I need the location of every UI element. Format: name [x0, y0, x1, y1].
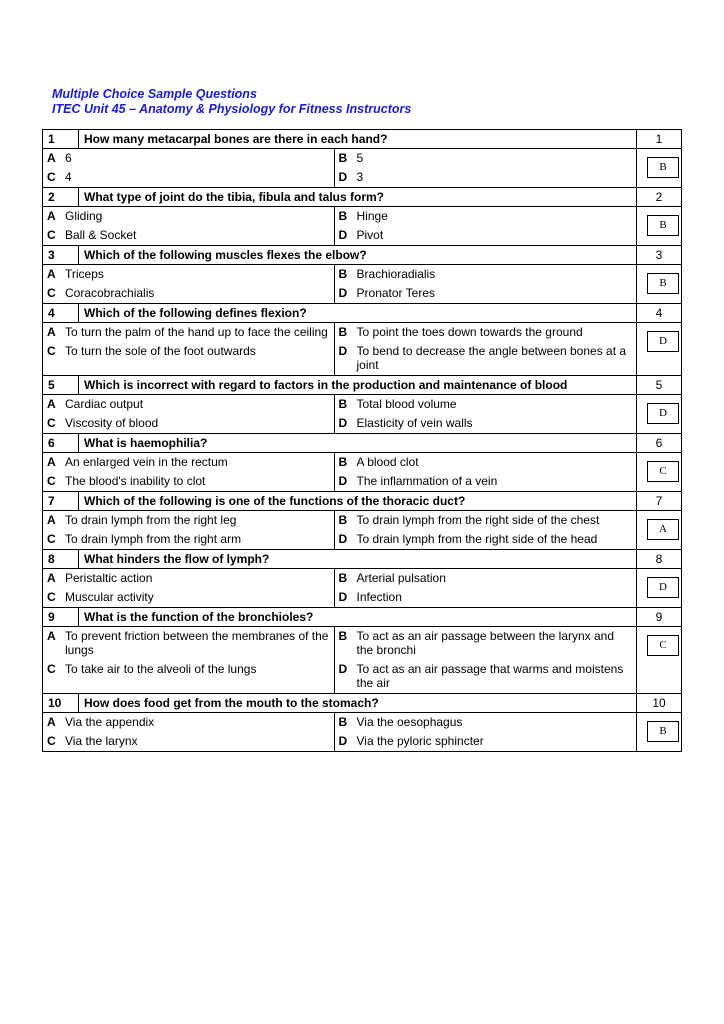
answer-cell — [637, 627, 681, 693]
question-block — [42, 693, 682, 752]
question-number: 9 — [43, 608, 79, 626]
answer-cell — [637, 149, 681, 187]
option-text: To drain lymph from the right side of the head — [356, 532, 598, 546]
option-a — [43, 453, 335, 472]
option-letter: D — [338, 662, 348, 676]
option-letter: D — [338, 734, 348, 748]
option-letter: D — [338, 416, 348, 430]
option-d — [335, 284, 636, 303]
question-number-right: 8 — [655, 552, 663, 566]
question-header — [43, 492, 681, 510]
question-block — [42, 549, 682, 607]
option-letter: B — [338, 209, 348, 223]
question-options — [43, 568, 681, 607]
question-block — [42, 433, 682, 491]
option-a — [43, 149, 335, 168]
question-options — [43, 322, 681, 375]
answer-cell — [637, 323, 681, 375]
option-d — [335, 472, 636, 491]
answer-cell — [637, 713, 681, 751]
option-letter: A — [47, 513, 56, 527]
option-a — [43, 207, 335, 226]
option-text: Coracobrachialis — [65, 286, 155, 300]
option-d — [335, 168, 636, 187]
question-text: What is the function of the bronchioles? — [79, 608, 637, 626]
option-b — [335, 713, 636, 732]
question-number-right: 5 — [655, 378, 663, 392]
question-table — [42, 129, 682, 752]
question-number: 1 — [43, 130, 79, 148]
option-letter: D — [338, 344, 348, 358]
option-b — [335, 149, 636, 168]
option-c — [43, 226, 335, 245]
option-text: To act as an air passage between the larynx and the bronchi — [356, 629, 615, 657]
option-letter: B — [338, 629, 348, 643]
question-text: What type of joint do the tibia, fibula and talus form? — [79, 188, 637, 206]
option-letter: D — [338, 228, 348, 242]
option-d — [335, 414, 636, 433]
option-b — [335, 395, 636, 414]
option-letter: A — [47, 151, 56, 165]
option-letter: A — [47, 715, 56, 729]
answer-box[interactable]: B — [647, 215, 679, 236]
option-b — [335, 569, 636, 588]
option-text: Muscular activity — [65, 590, 154, 604]
option-b — [335, 453, 636, 472]
question-header — [43, 130, 681, 148]
option-text: Viscosity of blood — [65, 416, 159, 430]
option-d — [335, 588, 636, 607]
question-options — [43, 394, 681, 433]
option-d — [335, 660, 636, 693]
question-number-right: 1 — [655, 132, 663, 146]
question-number-right: 9 — [655, 610, 663, 624]
option-letter: C — [47, 662, 56, 676]
answer-cell — [637, 395, 681, 433]
option-d — [335, 530, 636, 549]
option-letter: C — [47, 228, 56, 242]
question-text: How does food get from the mouth to the stomach? — [79, 694, 637, 712]
option-text: Ball & Socket — [65, 228, 137, 242]
option-text: Via the pyloric sphincter — [356, 734, 484, 748]
option-text: To take air to the alveoli of the lungs — [65, 662, 257, 676]
question-text: Which of the following muscles flexes the elbow? — [79, 246, 637, 264]
question-block — [42, 187, 682, 245]
option-letter: B — [338, 325, 348, 339]
option-text: The inflammation of a vein — [356, 474, 498, 488]
option-c — [43, 660, 335, 693]
option-letter: D — [338, 170, 348, 184]
option-text: To drain lymph from the right side of the chest — [356, 513, 600, 527]
question-header — [43, 434, 681, 452]
option-c — [43, 472, 335, 491]
option-a — [43, 627, 335, 660]
option-text: Via the oesophagus — [356, 715, 463, 729]
question-header — [43, 246, 681, 264]
option-text: To bend to decrease the angle between bones at a joint — [356, 344, 627, 372]
question-number-right: 10 — [652, 696, 666, 710]
question-number-right: 6 — [655, 436, 663, 450]
option-a — [43, 323, 335, 342]
answer-cell — [637, 453, 681, 491]
option-letter: A — [47, 629, 56, 643]
option-text: 5 — [356, 151, 364, 165]
option-letter: B — [338, 455, 348, 469]
option-text: Total blood volume — [356, 397, 457, 411]
option-text: 6 — [65, 151, 72, 165]
question-number-right: 7 — [655, 494, 663, 508]
option-text: Elasticity of vein walls — [356, 416, 473, 430]
option-d — [335, 342, 636, 375]
option-b — [335, 323, 636, 342]
question-number-right: 2 — [655, 190, 663, 204]
option-text: Cardiac output — [65, 397, 144, 411]
option-letter: C — [47, 590, 56, 604]
option-text: 4 — [65, 170, 72, 184]
document-heading — [52, 87, 411, 117]
question-number: 7 — [43, 492, 79, 510]
question-block — [42, 245, 682, 303]
option-text: Infection — [356, 590, 402, 604]
option-text: An enlarged vein in the rectum — [65, 455, 228, 469]
answer-cell — [637, 207, 681, 245]
option-text: A blood clot — [356, 455, 419, 469]
answer-box[interactable]: D — [647, 577, 679, 598]
question-text: Which of the following defines flexion? — [79, 304, 637, 322]
question-options — [43, 264, 681, 303]
option-text: 3 — [356, 170, 364, 184]
option-text: Pronator Teres — [356, 286, 436, 300]
question-number-right: 3 — [655, 248, 663, 262]
question-block — [42, 303, 682, 375]
option-letter: B — [338, 715, 348, 729]
question-text: Which is incorrect with regard to factors in the production and maintenance of blood — [79, 376, 637, 394]
option-text: Via the larynx — [65, 734, 138, 748]
option-text: To prevent friction between the membranes of the lungs — [65, 629, 329, 657]
option-letter: C — [47, 416, 56, 430]
question-options — [43, 712, 681, 751]
question-block — [42, 607, 682, 693]
option-text: Pivot — [356, 228, 384, 242]
option-a — [43, 713, 335, 732]
question-number-right: 4 — [655, 306, 663, 320]
option-a — [43, 395, 335, 414]
question-text: How many metacarpal bones are there in each hand? — [79, 130, 637, 148]
question-number: 8 — [43, 550, 79, 568]
option-text: Arterial pulsation — [356, 571, 446, 585]
option-letter: B — [338, 513, 348, 527]
answer-box[interactable]: B — [647, 721, 679, 742]
option-c — [43, 588, 335, 607]
option-letter: C — [47, 286, 56, 300]
option-b — [335, 265, 636, 284]
option-b — [335, 207, 636, 226]
option-letter: B — [338, 151, 348, 165]
question-block — [42, 129, 682, 187]
option-c — [43, 284, 335, 303]
question-header — [43, 376, 681, 394]
answer-cell — [637, 511, 681, 549]
answer-cell — [637, 569, 681, 607]
option-letter: C — [47, 474, 56, 488]
option-letter: A — [47, 325, 56, 339]
question-options — [43, 510, 681, 549]
option-d — [335, 732, 636, 751]
option-text: To drain lymph from the right leg — [65, 513, 237, 527]
question-block — [42, 375, 682, 433]
option-letter: B — [338, 571, 348, 585]
option-letter: D — [338, 286, 348, 300]
option-letter: D — [338, 590, 348, 604]
question-header — [43, 304, 681, 322]
option-letter: C — [47, 532, 56, 546]
option-text: To turn the sole of the foot outwards — [65, 344, 256, 358]
answer-box[interactable]: D — [647, 331, 679, 352]
question-header — [43, 550, 681, 568]
option-letter: A — [47, 267, 56, 281]
answer-box[interactable]: B — [647, 273, 679, 294]
question-options — [43, 452, 681, 491]
question-number: 2 — [43, 188, 79, 206]
option-text: Brachioradialis — [356, 267, 436, 281]
question-number: 5 — [43, 376, 79, 394]
answer-cell — [637, 265, 681, 303]
option-a — [43, 511, 335, 530]
option-a — [43, 569, 335, 588]
option-text: Triceps — [65, 267, 104, 281]
option-letter: A — [47, 209, 56, 223]
option-a — [43, 265, 335, 284]
answer-box[interactable]: B — [647, 157, 679, 178]
answer-box[interactable]: C — [647, 461, 679, 482]
option-b — [335, 627, 636, 660]
question-options — [43, 206, 681, 245]
question-text: Which of the following is one of the functions of the thoracic duct? — [79, 492, 637, 510]
question-text: What is haemophilia? — [79, 434, 637, 452]
answer-box[interactable]: A — [647, 519, 679, 540]
option-text: The blood's inability to clot — [65, 474, 206, 488]
answer-box[interactable]: C — [647, 635, 679, 656]
option-d — [335, 226, 636, 245]
option-b — [335, 511, 636, 530]
option-c — [43, 342, 335, 375]
option-c — [43, 732, 335, 751]
option-text: Peristaltic action — [65, 571, 153, 585]
option-letter: B — [338, 267, 348, 281]
option-letter: A — [47, 397, 56, 411]
heading-line-1: Multiple Choice Sample Questions — [52, 87, 257, 101]
option-c — [43, 168, 335, 187]
question-options — [43, 626, 681, 693]
option-letter: A — [47, 571, 56, 585]
option-text: To point the toes down towards the ground — [356, 325, 583, 339]
option-text: Gliding — [65, 209, 103, 223]
option-c — [43, 414, 335, 433]
option-text: Hinge — [356, 209, 388, 223]
option-letter: D — [338, 474, 348, 488]
heading-line-2: ITEC Unit 45 – Anatomy & Physiology for Fitness Instructors — [52, 102, 412, 116]
question-text: What hinders the flow of lymph? — [79, 550, 637, 568]
option-text: To turn the palm of the hand up to face the ceiling — [65, 325, 328, 339]
option-letter: C — [47, 170, 56, 184]
option-letter: D — [338, 532, 348, 546]
question-header — [43, 694, 681, 712]
question-header — [43, 188, 681, 206]
question-header — [43, 608, 681, 626]
answer-box[interactable]: D — [647, 403, 679, 424]
option-text: Via the appendix — [65, 715, 155, 729]
option-letter: A — [47, 455, 56, 469]
option-letter: B — [338, 397, 348, 411]
question-number: 6 — [43, 434, 79, 452]
question-number: 4 — [43, 304, 79, 322]
question-number: 10 — [43, 694, 79, 712]
question-options — [43, 148, 681, 187]
option-letter: C — [47, 344, 56, 358]
question-number: 3 — [43, 246, 79, 264]
option-text: To drain lymph from the right arm — [65, 532, 242, 546]
option-letter: C — [47, 734, 56, 748]
question-block — [42, 491, 682, 549]
option-text: To act as an air passage that warms and moistens the air — [356, 662, 624, 690]
option-c — [43, 530, 335, 549]
